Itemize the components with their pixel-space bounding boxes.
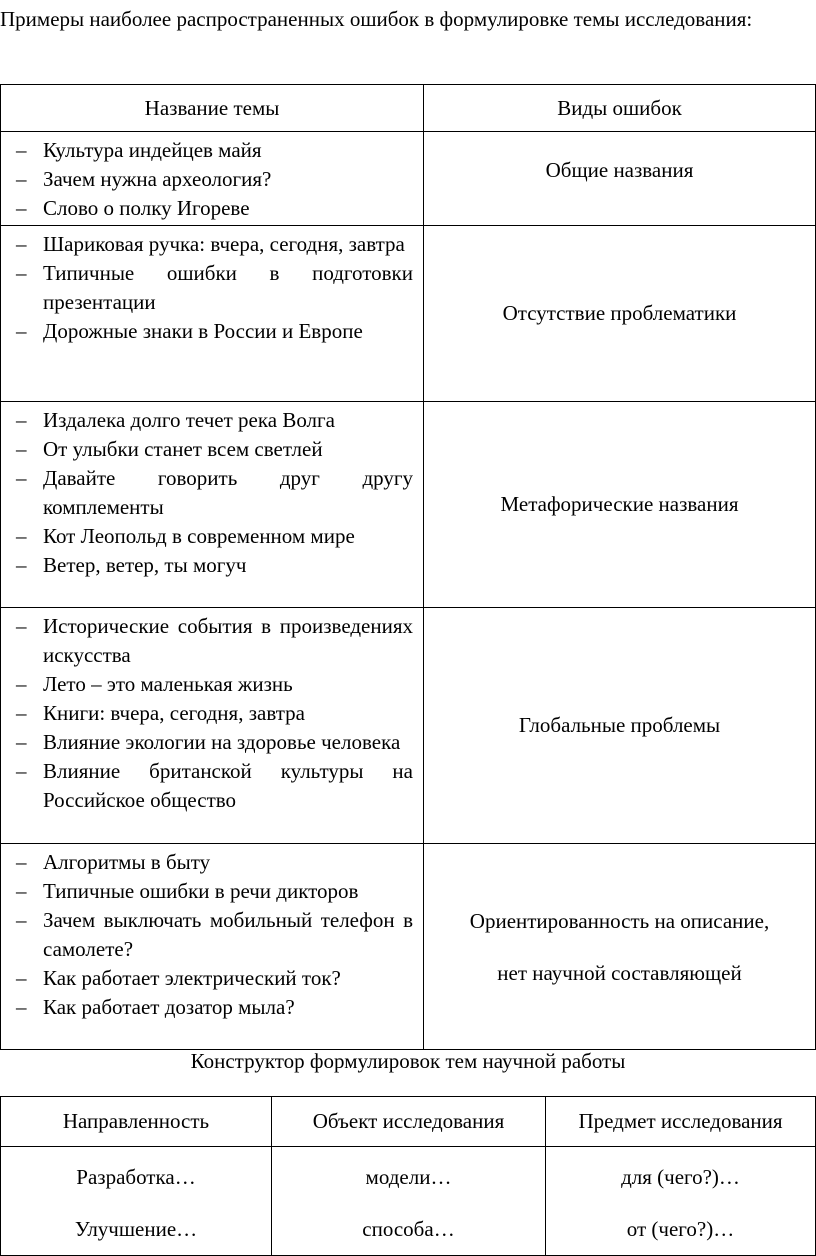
topic-list-cell	[1, 844, 424, 1050]
list-item	[6, 522, 413, 551]
error-type-cell	[424, 132, 816, 226]
dash-bullet-icon: –	[16, 437, 27, 461]
topic-text: Кот Леопольд в современном мире	[43, 524, 355, 548]
constructor-caption: Конструктор формулировок тем научной работы	[190, 1049, 626, 1073]
topic-text: Зачем нужна археология?	[43, 167, 272, 191]
topic-text: Книги: вчера, сегодня, завтра	[43, 701, 305, 725]
dash-bullet-icon: –	[16, 995, 27, 1019]
topic-text: Влияние британской культуры на Российское общество	[43, 759, 413, 812]
topic-list-cell	[1, 402, 424, 608]
constructor-option: Разработка…	[76, 1165, 196, 1189]
constructor-table	[0, 1096, 816, 1256]
list-item	[6, 699, 413, 728]
dash-bullet-icon: –	[16, 850, 27, 874]
header-object: Объект исследования	[272, 1097, 546, 1147]
list-item	[6, 194, 413, 223]
error-type-text: Общие названия	[545, 158, 694, 182]
header-error-types: Виды ошибок	[424, 85, 816, 132]
dash-bullet-icon: –	[16, 261, 27, 285]
constructor-cell	[1, 1147, 272, 1256]
list-item	[6, 906, 413, 964]
error-type-cell	[424, 226, 816, 402]
constructor-option: способа…	[362, 1217, 455, 1241]
error-type-cell	[424, 402, 816, 608]
list-item	[6, 317, 413, 346]
constructor-option: для (чего?)…	[621, 1165, 740, 1189]
dash-bullet-icon: –	[16, 759, 27, 783]
list-item	[6, 136, 413, 165]
constructor-cell	[546, 1147, 816, 1256]
topic-text: Слово о полку Игореве	[43, 196, 250, 220]
error-type-text: Метафорические названия	[500, 492, 739, 516]
topic-text: Зачем выключать мобильный телефон в самолете?	[43, 908, 413, 961]
topic-text: Давайте говорить друг другу комплементы	[43, 466, 413, 519]
dash-bullet-icon: –	[16, 466, 27, 490]
dash-bullet-icon: –	[16, 196, 27, 220]
list-item	[6, 435, 413, 464]
list-item	[6, 551, 413, 580]
topic-text: Издалека долго течет река Волга	[43, 408, 335, 432]
constructor-option: от (чего?)…	[626, 1217, 735, 1241]
list-item	[6, 464, 413, 522]
list-item	[6, 165, 413, 194]
topic-text: Типичные ошибки в подготовки презентации	[43, 261, 413, 314]
topic-text: Дорожные знаки в России и Европе	[43, 319, 363, 343]
error-type-text: Отсутствие проблематики	[502, 301, 737, 325]
dash-bullet-icon: –	[16, 672, 27, 696]
table-row	[1, 402, 816, 608]
topic-text: Культура индейцев майя	[43, 138, 262, 162]
table-row	[1, 226, 816, 402]
constructor-cell	[272, 1147, 546, 1256]
errors-table	[0, 84, 816, 1050]
constructor-option: модели…	[365, 1165, 452, 1189]
intro-text: Примеры наиболее распространенных ошибок в формулировке темы исследования:	[0, 7, 753, 31]
error-type-text: нет научной составляющей	[497, 960, 742, 985]
topic-list-cell	[1, 608, 424, 844]
list-item	[6, 993, 413, 1022]
topic-text: Исторические события в произведениях искусства	[43, 614, 413, 667]
list-item	[6, 757, 413, 815]
dash-bullet-icon: –	[16, 167, 27, 191]
dash-bullet-icon: –	[16, 730, 27, 754]
dash-bullet-icon: –	[16, 319, 27, 343]
dash-bullet-icon: –	[16, 524, 27, 548]
topic-text: Алгоритмы в быту	[43, 850, 211, 874]
error-type-cell	[424, 844, 816, 1050]
topic-text: Как работает дозатор мыла?	[43, 995, 295, 1019]
header-direction: Направленность	[1, 1097, 272, 1147]
table-row	[1, 608, 816, 844]
dash-bullet-icon: –	[16, 553, 27, 577]
list-item	[6, 259, 413, 317]
topic-text: От улыбки станет всем светлей	[43, 437, 323, 461]
list-item	[6, 612, 413, 670]
topic-text: Шариковая ручка: вчера, сегодня, завтра	[43, 232, 405, 256]
dash-bullet-icon: –	[16, 701, 27, 725]
topic-text: Влияние экологии на здоровье человека	[43, 730, 401, 754]
list-item	[6, 728, 413, 757]
error-type-text: Ориентированность на описание,	[469, 908, 770, 933]
topic-text: Как работает электрический ток?	[43, 966, 341, 990]
topic-text: Типичные ошибки в речи дикторов	[43, 879, 359, 903]
table-row	[1, 1147, 816, 1256]
list-item	[6, 230, 413, 259]
constructor-option: Улучшение…	[74, 1217, 198, 1241]
list-item	[6, 848, 413, 877]
header-subject: Предмет исследования	[546, 1097, 816, 1147]
dash-bullet-icon: –	[16, 966, 27, 990]
topic-text: Лето – это маленькая жизнь	[43, 672, 293, 696]
dash-bullet-icon: –	[16, 908, 27, 932]
list-item	[6, 670, 413, 699]
dash-bullet-icon: –	[16, 408, 27, 432]
dash-bullet-icon: –	[16, 879, 27, 903]
topic-list-cell	[1, 226, 424, 402]
dash-bullet-icon: –	[16, 232, 27, 256]
header-topic-name: Название темы	[1, 85, 424, 132]
error-type-cell	[424, 608, 816, 844]
topic-list-cell	[1, 132, 424, 226]
error-type-text: Глобальные проблемы	[518, 713, 721, 737]
table-row	[1, 132, 816, 226]
dash-bullet-icon: –	[16, 614, 27, 638]
table-row	[1, 844, 816, 1050]
topic-text: Ветер, ветер, ты могуч	[43, 553, 247, 577]
list-item	[6, 964, 413, 993]
list-item	[6, 406, 413, 435]
dash-bullet-icon: –	[16, 138, 27, 162]
list-item	[6, 877, 413, 906]
